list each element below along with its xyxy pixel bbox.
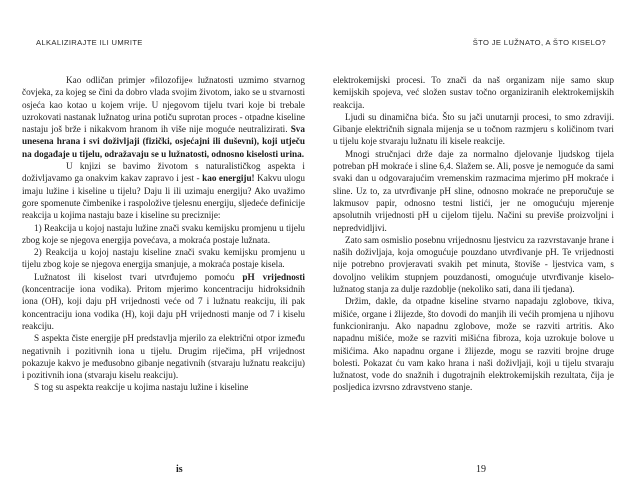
paragraph-text: U knjizi se bavimo životom s naturalističkog aspekta i doživljavamo ga onakvim kakav zapravo i jest -: [22, 161, 305, 184]
paragraph: Mnogi stručnjaci drže daje za normalno djelovanje ljudskog tijela potreban pH mokraće i sline 6,4. Slažem se. Ali, posve je nemoguće da sami svaki dan u odgovarajućim vremenskim razmacima mjerimo pH mokraće i sline. Uz to, za utvrđivanje pH sline, odnosno mokraće ne preporučuje se lakmusov papir, odnosno testni listići, jer ne omogućuju mjerenje apsolutnih vrijednosti pH u cijelom tijelu. Načini su previše proizvoljni i nepredvidljivi.: [333, 148, 614, 233]
paragraph-text: Lužnatost ili kiselost tvari utvrđujemo pomoću: [34, 271, 243, 282]
paragraph: [22, 74, 305, 160]
paragraph: [22, 271, 305, 332]
paragraph-text: Kao odličan primjer »filozofije« lužnatosti uzmimo stvarnog čovjeka, za kojeg se čini da dobro vlada svojim životom, iako se u stvarnosti osjeća kao kotao u kojem vrije. U njegovom tijelu tvari koje bi trebale uzrokovati nastanak lužnatog urina potiču suprotan proces - otpadne kiseline nastaju još brže i nikakvom hranom ih više nije moguće neutralizirati.: [22, 75, 305, 135]
definition-item: 1) Reakcija u kojoj nastaju lužine znači svaku kemijsku promjenu u tijelu zbog koje se njegova energija povećava, a mokraća postaje lužnata.: [22, 222, 305, 245]
definition-item: 2) Reakcija u kojoj nastaju kiseline znači svaku kemijsku promjenu u tijelu zbog koje se njegova energija smanjuje, a mokraća postaje kisela.: [22, 247, 305, 270]
page-number-left: is: [176, 464, 183, 475]
paragraph: Zato sam osmislio posebnu vrijednosnu ljestvicu za razvrstavanje hrane i naših doživljaja, koja omogućuje pouzdano utvrđivanje pH. Te vrijednosti nije potrebno provjeravati svakih pet minuta, štoviše - ljestvica vam, s dovoljno velikim stupnjem pouzdanosti, omogućuje utvrđivanje kiselo-lužnatog stanja za dulje razdoblje (nekoliko sati, dana ili tjedana).: [333, 234, 614, 295]
paragraph: elektrokemijski procesi. To znači da naš organizam nije samo skup kemijskih spojeva, već složen sustav točno organiziranih elektrokemijskih reakcija.: [333, 75, 614, 110]
paragraph-text: Kakvu ulogu imaju lužine i kiseline u tijelu? Daju li ili uzimaju energiju? Ako uvažimo gore spomenute čimbenike i raspoložive tjelesnu energiju, sljedeće definicije reakcija u kojima nastaju baze i kiseline su preciznije:: [22, 173, 306, 221]
paragraph-text: (koncentracije iona vodika). Pritom mjerimo koncentraciju hidroksidnih iona (OH), koji daju pH vrijednosti veće od 7 i lužnatu reakciju, ili pak koncentraciju iona vodika (H), koji daju pH vrijednosti manje od 7 i kiselu reakciju.: [22, 284, 305, 331]
paragraph: S aspekta čiste energije pH predstavlja mjerilo za električni otpor između negativnih i pozitivnih iona u tijelu. Drugim riječima, pH vrijednost pokazuje kakvo je međusobno gibanje negativnih (stvaraju lužnatu reakciju) i pozitivnih iona (stvaraju kiselu reakciju).: [22, 333, 305, 381]
right-page-column: [333, 74, 614, 394]
paragraph: S tog su aspekta reakcije u kojima nastaju lužine i kiseline: [34, 382, 249, 393]
bold-emphasis: kao energiju!: [202, 173, 255, 184]
paragraph: Držim, dakle, da otpadne kiseline stvarno napadaju zglobove, tkiva, mišiće, organe i žlijezde, što dovodi do manjih ili većih promjena u njihovu funkcioniranju. Ako napadnu zglobove, može se razviti artritis. Ako napadnu mišiće, može se razviti mišićna fibroza, koja uzrokuje bolove u mišićima. Ako napadnu organe i žlijezde, mogu se razviti brojne druge bolesti. Pokazat ću vam kako hrana i naši doživljaji, koji u tijelu stvaraju lužnatost, vode do snažnih i dugotrajnih elektrokemijskih rezultata, čija je posljedica izvrsno zdravstveno stanje.: [333, 296, 614, 393]
running-header-right: ŠTO JE LUŽNATO, A ŠTO KISELO?: [472, 38, 606, 47]
bold-emphasis: Sva unesena hrana i svi doživljaji (fizički, osjećajni ili duševni), koji utječu na događaje u tijelu, odražavaju se u lužnatosti, odnosno kiselosti urina.: [22, 124, 305, 159]
paragraph: [22, 160, 305, 221]
paragraph: Ljudi su dinamična bića. Što su jači unutarnji procesi, to smo zdraviji. Gibanje električnih signala mijenja se u točnom razmjeru s količinom tvari u tijelu koje stvaraju lužnatu ili kisele reakcije.: [333, 111, 614, 147]
running-header-left: ALKALIZIRAJTE ILI UMRITE: [36, 38, 143, 47]
left-page-column: [22, 74, 305, 394]
page-number-right: 19: [476, 464, 486, 475]
bold-emphasis: pH vrijednosti: [242, 271, 305, 282]
